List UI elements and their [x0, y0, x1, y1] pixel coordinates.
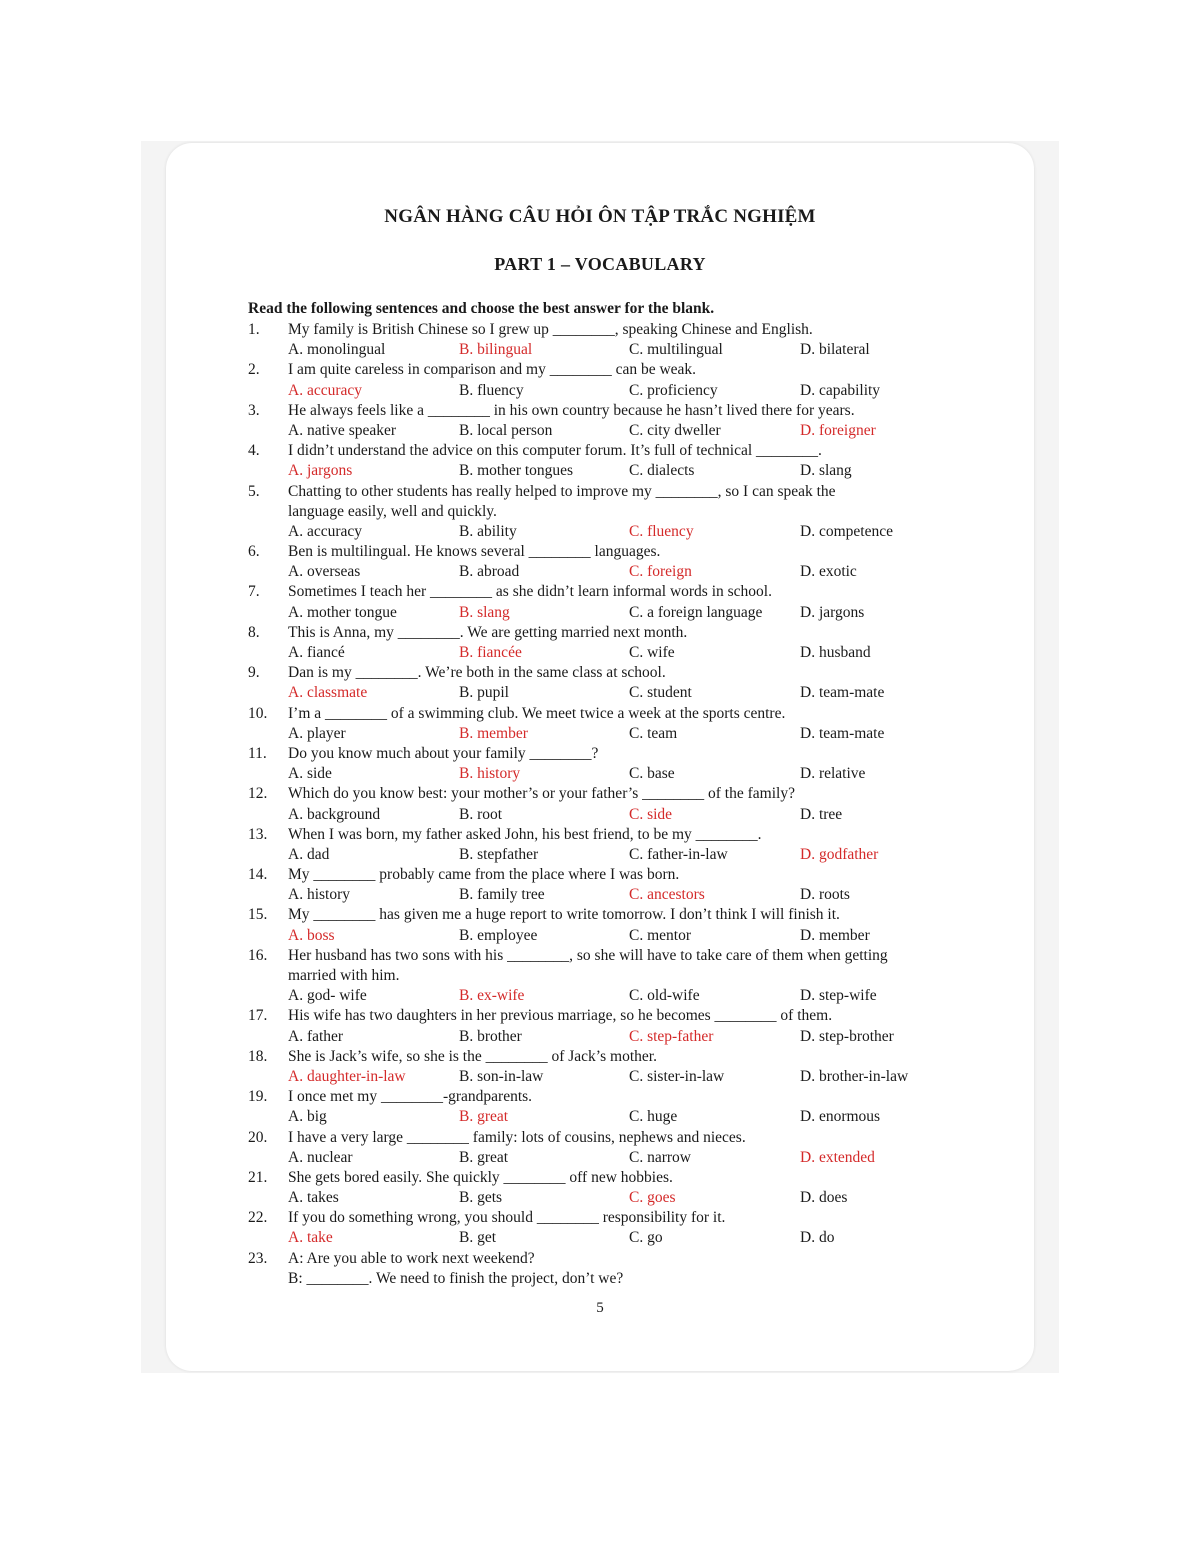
options-row	[248, 986, 978, 1006]
question-text: Which do you know best: your mother’s or your father’s ________ of the family?	[288, 785, 795, 803]
question-text: married with him.	[288, 967, 400, 984]
answer-option: A. father	[288, 1027, 344, 1045]
answer-option: D. tree	[800, 805, 843, 823]
answer-option: B. family tree	[459, 886, 545, 904]
question-number: 16.	[248, 946, 268, 964]
question-text: My ________ has given me a huge report to write tomorrow. I don’t think I will finish it.	[288, 906, 840, 924]
answer-option: C. wife	[629, 644, 675, 661]
options-row	[248, 1148, 978, 1168]
question-line	[248, 360, 978, 380]
question-line	[248, 1168, 978, 1188]
options-row	[248, 1228, 978, 1248]
question-line	[248, 744, 978, 764]
question-list	[248, 320, 978, 1289]
question-text: She is Jack’s wife, so she is the ________ of Jack’s mother.	[288, 1047, 657, 1065]
answer-option: D. team-mate	[800, 684, 885, 702]
answer-option-correct: A. take	[288, 1229, 333, 1247]
answer-option: B. stepfather	[459, 845, 539, 863]
answer-option: A. accuracy	[288, 522, 363, 540]
options-row	[248, 845, 978, 865]
answer-option: A. native speaker	[288, 421, 397, 439]
question-number: 18.	[248, 1047, 268, 1065]
question-text: I am quite careless in comparison and my ________ can be weak.	[288, 361, 697, 379]
answer-option: A. nuclear	[288, 1148, 353, 1166]
options-row	[248, 683, 978, 703]
options-row	[248, 724, 978, 744]
question-text: Sometimes I teach her ________ as she didn’t learn informal words in school.	[288, 583, 772, 601]
question-number: 3.	[248, 401, 260, 419]
answer-option: D. does	[800, 1189, 848, 1207]
answer-option: D. exotic	[800, 563, 857, 581]
answer-option-correct: C. ancestors	[629, 886, 705, 904]
question-text: His wife has two daughters in her previous marriage, so he becomes ________ of them.	[288, 1007, 833, 1025]
answer-option: B. pupil	[459, 684, 509, 702]
question-text: language easily, well and quickly.	[288, 502, 497, 520]
question-line	[248, 663, 978, 683]
question-text: I have a very large ________ family: lots of cousins, nephews and nieces.	[288, 1128, 746, 1146]
answer-option: D. slang	[800, 462, 852, 480]
answer-option: A. background	[288, 805, 381, 823]
answer-option: D. step-brother	[800, 1027, 894, 1045]
answer-option-correct: B. bilingual	[459, 341, 533, 359]
answer-option: D. competence	[800, 522, 893, 540]
question-number: 21.	[248, 1168, 268, 1186]
answer-option: A. history	[288, 886, 350, 904]
question-line	[248, 1269, 978, 1289]
answer-option: C. team	[629, 724, 678, 742]
answer-option-correct: B. history	[459, 765, 521, 783]
question-number: 7.	[248, 583, 260, 601]
answer-option-correct: B. slang	[459, 603, 510, 621]
answer-option-correct: C. side	[629, 805, 673, 823]
answer-option: B. great	[459, 1148, 509, 1166]
question-number: 9.	[248, 664, 260, 682]
question-number: 5.	[248, 482, 260, 500]
answer-option: D. team-mate	[800, 724, 885, 742]
question-number: 22.	[248, 1209, 268, 1227]
question-number: 20.	[248, 1128, 268, 1146]
answer-option: D. jargons	[800, 603, 865, 621]
question-text: Dan is my ________. We’re both in the same class at school.	[288, 664, 666, 682]
answer-option-correct: A. boss	[288, 926, 335, 944]
answer-option: B. employee	[459, 926, 538, 944]
question-number: 11.	[248, 744, 267, 762]
options-row	[248, 1067, 978, 1087]
question-line	[248, 441, 978, 461]
question-line	[248, 1087, 978, 1107]
options-row	[248, 340, 978, 360]
answer-option: D. husband	[800, 644, 871, 661]
document-title: NGÂN HÀNG CÂU HỎI ÔN TẬP TRẮC NGHIỆM	[384, 206, 816, 227]
options-row	[248, 1107, 978, 1127]
answer-option: C. student	[629, 684, 692, 702]
question-line	[248, 865, 978, 885]
question-text: My ________ probably came from the place where I was born.	[288, 866, 680, 884]
answer-option: A. god- wife	[288, 987, 367, 1005]
answer-option: B. gets	[459, 1189, 503, 1207]
answer-option: A. dad	[288, 845, 330, 863]
question-line	[248, 784, 978, 804]
question-text: She gets bored easily. She quickly ________ off new hobbies.	[288, 1168, 673, 1186]
answer-option: B. fluency	[459, 381, 524, 399]
question-text: I once met my ________-grandparents.	[288, 1088, 533, 1106]
question-line	[248, 502, 978, 522]
answer-option: C. city dweller	[629, 421, 721, 439]
question-number: 10.	[248, 704, 268, 722]
answer-option: A. side	[288, 765, 332, 783]
answer-option-correct: B. member	[459, 724, 528, 742]
answer-option-correct: D. godfather	[800, 845, 879, 863]
answer-option: D. capability	[800, 381, 881, 399]
question-text: I didn’t understand the advice on this computer forum. It’s full of technical ________.	[288, 442, 822, 460]
answer-option: D. member	[800, 926, 870, 944]
question-number: 2.	[248, 361, 260, 379]
answer-option: A. big	[288, 1108, 327, 1126]
question-line	[248, 1047, 978, 1067]
options-row	[248, 764, 978, 784]
question-text: When I was born, my father asked John, his best friend, to be my ________.	[288, 825, 762, 843]
answer-option: C. a foreign language	[629, 603, 763, 621]
answer-option-correct: C. fluency	[629, 522, 694, 540]
question-number: 4.	[248, 442, 260, 460]
question-line	[248, 704, 978, 724]
question-number: 14.	[248, 866, 268, 884]
answer-option: A. mother tongue	[288, 603, 397, 621]
answer-option: A. fiancé	[288, 644, 345, 661]
options-row	[248, 1188, 978, 1208]
question-text: My family is British Chinese so I grew up ________, speaking Chinese and English.	[288, 321, 813, 338]
question-line	[248, 905, 978, 925]
question-number: 23.	[248, 1249, 268, 1267]
question-number: 6.	[248, 543, 260, 561]
options-row	[248, 461, 978, 481]
part-heading: PART 1 – VOCABULARY	[494, 254, 706, 274]
answer-option: C. base	[629, 765, 675, 783]
options-row	[248, 603, 978, 623]
answer-option: B. abroad	[459, 563, 520, 581]
question-number: 13.	[248, 825, 268, 843]
question-line	[248, 582, 978, 602]
question-text: Chatting to other students has really helped to improve my ________, so I can speak the	[288, 482, 836, 500]
answer-option: D. do	[800, 1229, 835, 1247]
options-row	[248, 643, 978, 663]
answer-option: B. brother	[459, 1027, 522, 1045]
answer-option-correct: D. foreigner	[800, 421, 876, 439]
answer-option: C. sister-in-law	[629, 1067, 725, 1085]
answer-option: C. father-in-law	[629, 845, 728, 863]
question-text: Do you know much about your family ________?	[288, 744, 599, 762]
answer-option: B. get	[459, 1229, 497, 1247]
question-line	[248, 401, 978, 421]
question-line	[248, 542, 978, 562]
answer-option: C. dialects	[629, 462, 695, 480]
answer-option-correct: C. step-father	[629, 1027, 714, 1045]
options-row	[248, 562, 978, 582]
question-line	[248, 623, 978, 643]
answer-option: C. proficiency	[629, 381, 718, 399]
answer-option: A. takes	[288, 1189, 339, 1207]
question-text: If you do something wrong, you should ________ responsibility for it.	[288, 1209, 726, 1227]
question-line	[248, 825, 978, 845]
question-line	[248, 966, 978, 986]
question-text: B: ________. We need to finish the project, don’t we?	[288, 1269, 624, 1287]
answer-option-correct: C. goes	[629, 1189, 676, 1207]
options-row	[248, 885, 978, 905]
question-text: A: Are you able to work next weekend?	[288, 1249, 535, 1267]
answer-option: D. brother-in-law	[800, 1067, 909, 1085]
question-text: This is Anna, my ________. We are getting married next month.	[288, 623, 688, 641]
question-number: 15.	[248, 906, 268, 924]
instructions: Read the following sentences and choose the best answer for the blank.	[248, 300, 715, 317]
question-line	[248, 320, 978, 340]
answer-option-correct: D. extended	[800, 1148, 875, 1166]
answer-option: D. relative	[800, 765, 866, 783]
question-text: Ben is multilingual. He knows several ________ languages.	[288, 543, 661, 561]
question-number: 19.	[248, 1088, 268, 1106]
question-number: 1.	[248, 321, 260, 338]
answer-option-correct: A. daughter-in-law	[288, 1067, 406, 1085]
options-row	[248, 926, 978, 946]
answer-option: C. narrow	[629, 1148, 691, 1166]
answer-option-correct: C. foreign	[629, 563, 692, 581]
question-line	[248, 1006, 978, 1026]
answer-option: C. huge	[629, 1108, 678, 1126]
answer-option: C. go	[629, 1229, 663, 1247]
answer-option: B. root	[459, 805, 503, 823]
page-number: 5	[596, 1300, 604, 1316]
answer-option: A. player	[288, 724, 346, 742]
options-row	[248, 805, 978, 825]
options-row	[248, 381, 978, 401]
answer-option-correct: A. jargons	[288, 462, 353, 480]
question-number: 8.	[248, 623, 260, 641]
answer-option: C. mentor	[629, 926, 691, 944]
answer-option-correct: B. ex-wife	[459, 987, 525, 1005]
answer-option: D. bilateral	[800, 341, 870, 359]
answer-option-correct: A. classmate	[288, 684, 368, 702]
answer-option: B. ability	[459, 522, 517, 540]
answer-option: B. son-in-law	[459, 1067, 544, 1085]
question-text: He always feels like a ________ in his own country because he hasn’t lived there for years.	[288, 401, 855, 419]
question-text: Her husband has two sons with his ________, so she will have to take care of them when getting	[288, 946, 888, 964]
question-line	[248, 946, 978, 966]
answer-option: D. step-wife	[800, 987, 877, 1005]
question-line	[248, 1208, 978, 1228]
question-line	[248, 482, 978, 502]
question-text: I’m a ________ of a swimming club. We meet twice a week at the sports centre.	[288, 704, 786, 722]
options-row	[248, 1027, 978, 1047]
answer-option-correct: B. fiancée	[459, 644, 522, 661]
question-number: 12.	[248, 785, 268, 803]
answer-option-correct: A. accuracy	[288, 381, 363, 399]
question-line	[248, 1249, 978, 1269]
answer-option: B. local person	[459, 421, 553, 439]
options-row	[248, 421, 978, 441]
answer-option: D. enormous	[800, 1108, 881, 1126]
answer-option: B. mother tongues	[459, 462, 574, 480]
answer-option: C. multilingual	[629, 341, 723, 359]
options-row	[248, 522, 978, 542]
answer-option: D. roots	[800, 886, 850, 904]
question-number: 17.	[248, 1007, 268, 1025]
answer-option: A. monolingual	[288, 341, 386, 359]
answer-option-correct: B. great	[459, 1108, 509, 1126]
answer-option: C. old-wife	[629, 987, 700, 1005]
question-line	[248, 1128, 978, 1148]
answer-option: A. overseas	[288, 563, 361, 581]
